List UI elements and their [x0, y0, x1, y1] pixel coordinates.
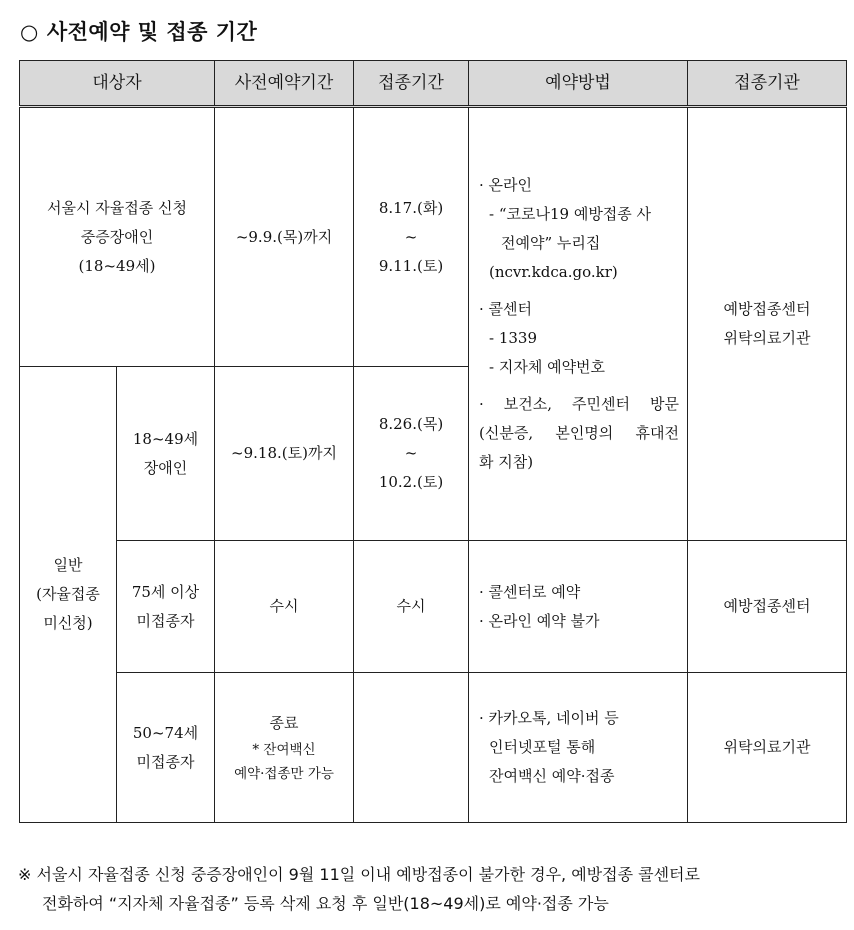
pre-reservation-cell: ~9.9.(목)까지	[215, 107, 354, 367]
footnote	[18, 860, 838, 918]
sub-target-line: 50~74세	[132, 723, 199, 742]
method-visit: · 보건소, 주민센터 방문	[479, 395, 679, 413]
pre-reservation-note: 예약·접종만 가능	[234, 766, 334, 782]
pre-reservation-note: * 잔여백신	[252, 742, 316, 758]
target-line: (18~49세)	[78, 256, 156, 275]
method-line: 잔여백신 예약·접종	[489, 767, 615, 785]
table-row	[20, 107, 847, 367]
method-online-sub: 전예약” 누리집	[501, 234, 601, 252]
vaccination-period-cell	[354, 107, 469, 367]
period-line: 10.2.(토)	[378, 473, 444, 491]
vaccination-period-cell	[354, 673, 469, 823]
table-row	[20, 673, 847, 823]
method-online-url: (ncvr.kdca.go.kr)	[489, 263, 618, 281]
method-visit-sub: (신분증, 본인명의 휴대전	[479, 424, 679, 442]
section-title-text: 사전예약 및 접종 기간	[46, 20, 258, 44]
pre-reservation-cell	[215, 673, 354, 823]
method-line: · 온라인 예약 불가	[479, 611, 600, 630]
method-line: · 카카오톡, 네이버 등	[479, 709, 619, 727]
vaccination-period-cell	[354, 367, 469, 541]
method-cell	[469, 673, 688, 823]
pre-reservation-line: 종료	[269, 714, 299, 732]
header-vaccination-period: 접종기간	[354, 61, 469, 107]
method-line: · 콜센터로 예약	[479, 582, 581, 601]
sub-target-line: 18~49세	[132, 429, 199, 448]
method-online-sub: - “코로나19 예방접종 사	[489, 205, 652, 223]
institution-line: 위탁의료기관	[723, 329, 811, 347]
target-sub-75plus	[117, 541, 215, 673]
header-method: 예약방법	[469, 61, 688, 107]
pre-reservation-cell: ~9.18.(토)까지	[215, 367, 354, 541]
sub-target-line: 장애인	[143, 458, 188, 477]
period-line: 9.11.(토)	[378, 256, 444, 275]
institution-cell-shared	[688, 107, 847, 541]
sub-target-line: 미접종자	[136, 752, 195, 771]
header-pre-reservation: 사전예약기간	[215, 61, 354, 107]
method-call: · 콜센터	[479, 300, 533, 318]
table-header-row	[20, 61, 847, 107]
vaccination-period-cell: 수시	[354, 541, 469, 673]
footnote-line: 전화하여 “지자체 자율접종” 등록 삭제 요청 후 일반(18~49세)로 예약·접종 가능	[42, 894, 609, 913]
target-sub-disabled	[117, 367, 215, 541]
sub-target-line: 75세 이상	[131, 582, 200, 601]
vaccination-schedule-table	[19, 60, 847, 823]
target-seoul-disabled	[20, 107, 215, 367]
method-visit-sub: 화 지참)	[479, 453, 534, 471]
target-line: 중증장애인	[80, 227, 154, 246]
institution-cell: 예방접종센터	[688, 541, 847, 673]
sub-target-line: 미접종자	[136, 611, 195, 630]
general-line: 미신청)	[43, 614, 93, 632]
method-line: 인터넷포털 통해	[489, 738, 596, 756]
institution-line: 예방접종센터	[723, 300, 811, 318]
period-line: 8.17.(화)	[378, 198, 444, 217]
method-cell-shared	[469, 107, 688, 541]
period-line: ~	[404, 444, 418, 462]
institution-cell: 위탁의료기관	[688, 673, 847, 823]
target-sub-50-74	[117, 673, 215, 823]
period-line: ~	[404, 227, 418, 246]
footnote-line: ※ 서울시 자율접종 신청 중증장애인이 9월 11일 이내 예방접종이 불가한 경우, 예방접종 콜센터로	[18, 865, 700, 884]
circle-bullet-icon: ○	[20, 20, 39, 44]
pre-reservation-cell: 수시	[215, 541, 354, 673]
target-line: 서울시 자율접종 신청	[47, 198, 187, 217]
target-general	[20, 367, 117, 823]
method-cell	[469, 541, 688, 673]
table-row	[20, 541, 847, 673]
section-title	[20, 16, 257, 46]
method-call-sub: - 지자체 예약번호	[489, 358, 606, 376]
header-target: 대상자	[20, 61, 215, 107]
period-line: 8.26.(목)	[378, 415, 444, 433]
general-line: 일반	[53, 556, 83, 574]
method-online: · 온라인	[479, 176, 533, 194]
header-institution: 접종기관	[688, 61, 847, 107]
general-line: (자율접종	[36, 585, 100, 603]
method-call-sub: - 1339	[489, 329, 538, 347]
